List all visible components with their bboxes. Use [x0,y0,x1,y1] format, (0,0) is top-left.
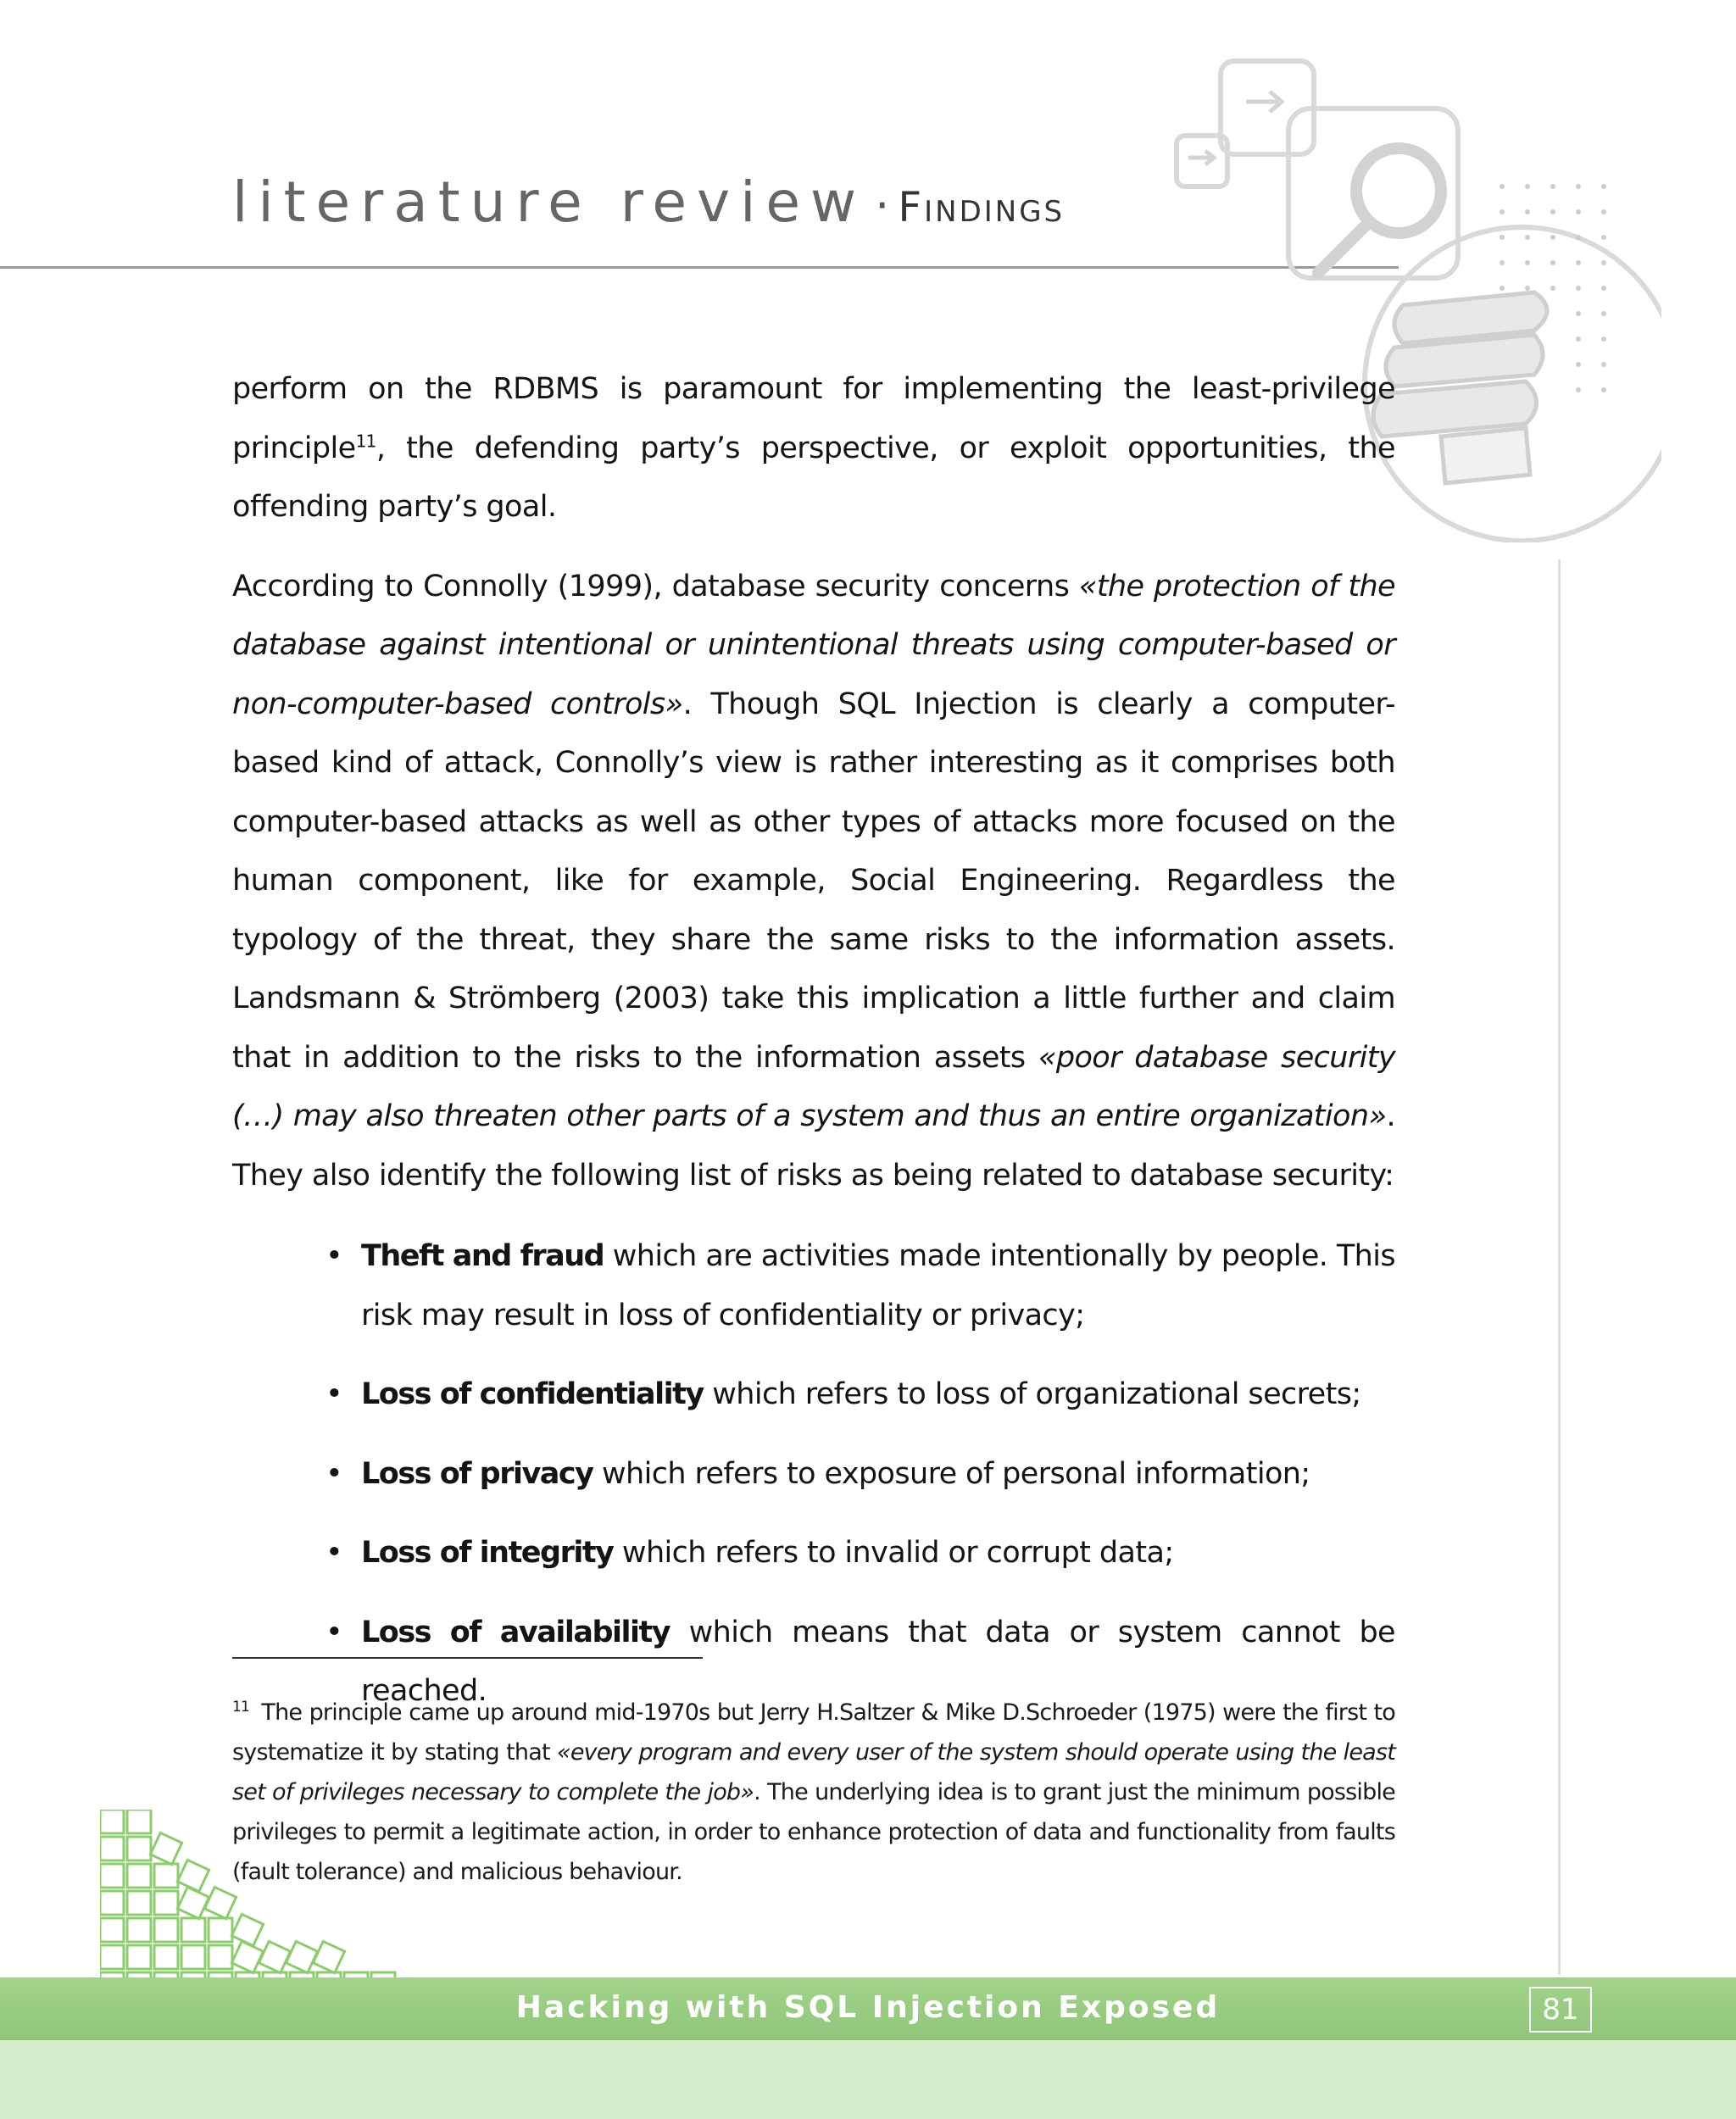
decorative-square [100,1837,124,1860]
decorative-dot [1525,260,1530,265]
paragraph-2-intro: According to Connolly (1999), database security concerns [232,569,1079,603]
header-title-main: literature review [232,170,866,235]
risk-list [232,1227,1395,1721]
header-separator: · [875,179,890,232]
right-margin-rule [1558,559,1561,1975]
decorative-dot [1601,235,1606,240]
list-item [326,1445,1395,1504]
decorative-square [127,1837,151,1860]
list-item-text: which means that data or system cannot be reached. [361,1615,1395,1708]
decorative-dot [1601,336,1606,342]
bullet-icon: • [326,1239,343,1273]
decorative-square [313,1941,344,1972]
decorative-square [100,1810,124,1833]
decorative-square [286,1941,317,1972]
decorative-square [127,1810,151,1833]
header-title-sub: Findings [898,184,1066,231]
paragraph-2 [232,558,1395,1206]
decorative-square [150,1833,181,1864]
decorative-dot [1576,286,1581,291]
decorative-dot [1525,184,1530,189]
decorative-square [127,1918,151,1942]
list-item-term: Loss of integrity [361,1536,614,1570]
list-item-term: Loss of privacy [361,1456,593,1491]
decorative-dot [1525,235,1530,240]
decorative-dot [1500,184,1505,189]
bullet-icon: • [326,1615,343,1649]
decorative-dot [1601,286,1606,291]
decorative-square [209,1918,232,1942]
decorative-dot [1576,260,1581,265]
decorative-dot [1601,362,1606,367]
decorative-dot [1576,209,1581,214]
list-item [326,1227,1395,1345]
list-item-text: which are activities made intentionally by people. This risk may result in loss of confidentiality or privacy; [361,1239,1395,1332]
footnote-rule [232,1657,703,1659]
decorative-square [154,1945,178,1969]
main-content [232,360,1395,1742]
list-item-text: which refers to exposure of personal information; [593,1456,1310,1491]
paragraph-1-text-after: , the defending party’s perspective, or exploit opportunities, the offending party’s goal. [232,431,1395,524]
bullet-icon: • [326,1536,343,1570]
decorative-dot [1500,260,1505,265]
list-item [326,1524,1395,1583]
decorative-dot [1601,311,1606,316]
page-number: 81 [1529,1987,1592,2033]
decorative-dot [1500,286,1505,291]
decorative-square [231,1914,263,1945]
bullet-icon: • [326,1377,343,1411]
decorative-square [209,1945,232,1969]
decorative-square [154,1891,178,1915]
decorative-square [127,1891,151,1915]
footnote-number: 11 [232,1699,250,1716]
decorative-dot [1576,311,1581,316]
decorative-dot [1601,260,1606,265]
magnifier-icon [1318,148,1441,273]
paragraph-2-end: . They also identify the following list of risks as being related to database security: [232,1099,1395,1193]
decorative-square [181,1918,205,1942]
footnote-text-start: The principle came up around mid-1970s but Jerry H.Saltzer & Mike D.Schroeder (1975) were the first to systematize it by stating that [232,1699,1395,1766]
connolly-quote: «the protection of the database against intentional or unintentional threats using computer-based or non-computer-based controls» [232,569,1395,721]
list-item [326,1365,1395,1425]
decorative-dot [1576,362,1581,367]
landsmann-quote: «poor database security (…) may also threaten other parts of a system and thus an entire organization» [232,1040,1396,1133]
decorative-dot [1550,235,1555,240]
decorative-dot [1500,209,1505,214]
decorative-dot [1601,209,1606,214]
decorative-square [100,1918,124,1942]
footnote-reference[interactable]: 11 [355,430,376,451]
decorative-dot [1601,184,1606,189]
list-item-term: Theft and fraud [361,1239,604,1273]
decorative-square [154,1864,178,1888]
decorative-dot [1525,286,1530,291]
footnote-quote: «every program and every user of the system should operate using the least set of privileges necessary to complete the job» [232,1739,1395,1805]
decorative-square [259,1941,290,1972]
paragraph-1-text: perform on the RDBMS is paramount for implementing the least-privilege principle [232,372,1395,465]
decorative-square [100,1864,124,1888]
decorative-square [100,1891,124,1915]
decorative-dot [1576,387,1581,392]
bullet-icon: • [326,1456,343,1491]
page-header [232,170,1065,235]
decorative-square [154,1918,178,1942]
list-item-term: Loss of confidentiality [361,1377,704,1411]
decorative-square [127,1864,151,1888]
footer-book-title: Hacking with SQL Injection Exposed [515,1990,1221,2025]
decorative-dot [1576,235,1581,240]
decorative-dot [1576,336,1581,342]
list-item-term: Loss of availability [361,1615,670,1649]
decorative-dot [1550,184,1555,189]
green-squares-decoration [100,1810,422,2005]
decorative-dot [1550,260,1555,265]
decorative-square [204,1887,236,1918]
decorative-dot [1525,209,1530,214]
decorative-square [181,1945,205,1969]
decorative-dot [1601,387,1606,392]
decorative-square [177,1860,209,1891]
decorative-dot [1550,209,1555,214]
decorative-square [177,1887,209,1918]
decorative-square [100,1945,124,1969]
paragraph-2-middle: . Though SQL Injection is clearly a computer-based kind of attack, Connolly’s view is rather interesting as it comprises both computer-based attacks as well as other types of attacks more focused on the human component, like for example, Social Engineering. Regardless the typology of the threat, they share the same risks to the information assets. Landsmann & Strömberg (2003) take this implication a little further and claim that in addition to the risks to the information assets [232,687,1395,1075]
decorative-square [231,1941,263,1972]
decorative-dot [1550,286,1555,291]
list-item-text: which refers to invalid or corrupt data; [613,1536,1174,1570]
footer-band [0,2040,1736,2119]
list-item-text: which refers to loss of organizational secrets; [703,1377,1361,1411]
decorative-square [127,1945,151,1969]
dot-grid-decoration [1492,178,1619,407]
paragraph-1 [232,360,1395,537]
footnote-text-end: . The underlying idea is to grant just the minimum possible privileges to permit a legitimate action, in order to enhance protection of data and functionality from faults (fault tolerance) and malicious behaviour. [232,1779,1395,1885]
decorative-dot [1500,235,1505,240]
decorative-dot [1576,184,1581,189]
